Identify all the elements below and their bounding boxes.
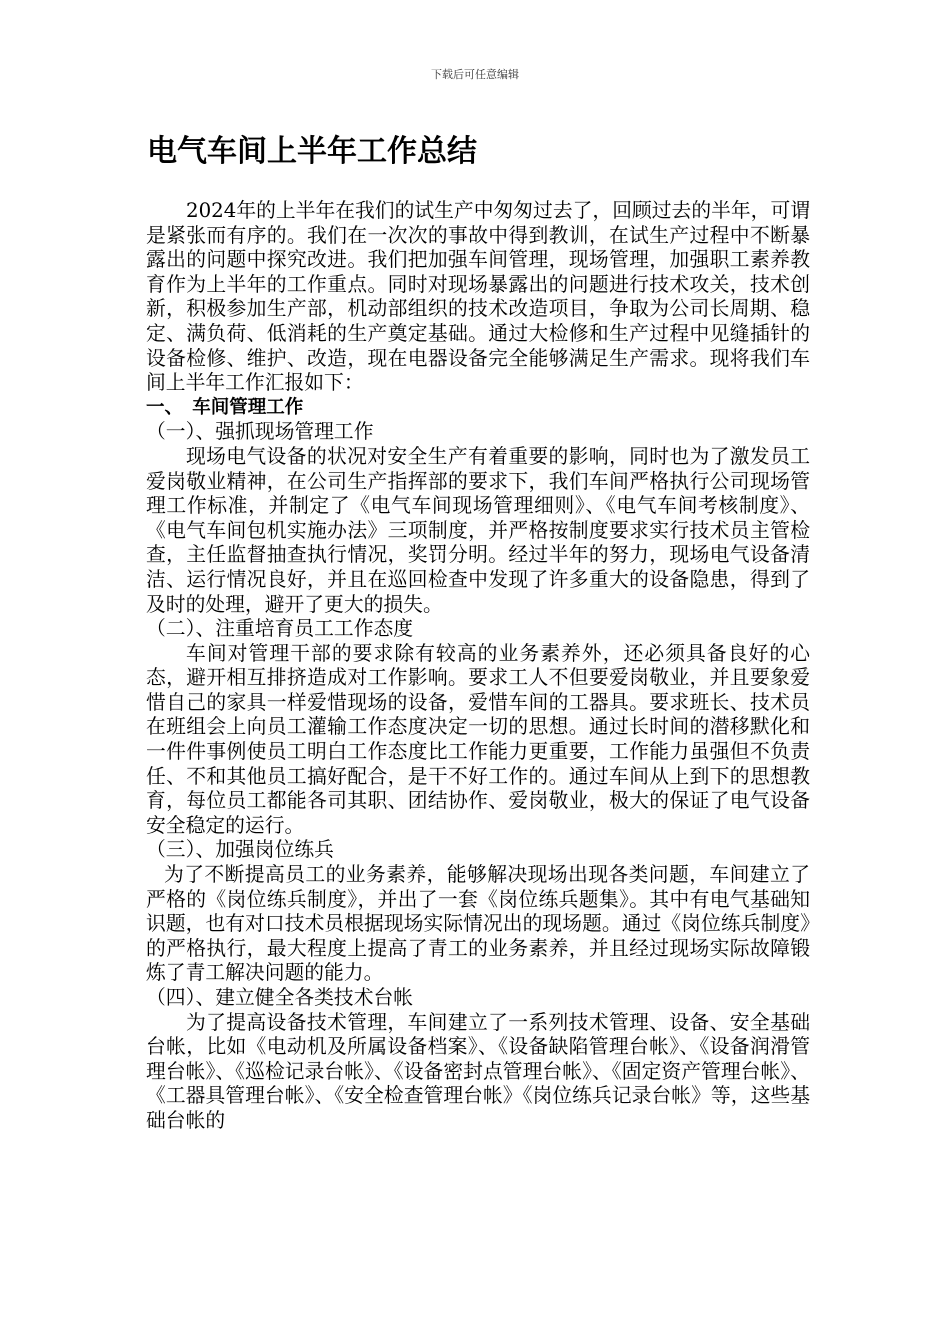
document-body bbox=[146, 199, 810, 1134]
subsection-heading-1: （一）、强抓现场管理工作 bbox=[146, 420, 374, 444]
section-heading-1: 一、 车间管理工作 bbox=[146, 396, 304, 418]
subsection-heading-4: （四）、建立健全各类技术台帐 bbox=[146, 986, 414, 1009]
paragraph-2: 车间对管理干部的要求除有较高的业务素养外，还必须具备良好的心态，避开相互排挤造成对工作影响。要求工人不但要爱岗敬业，并且要象爱惜自己的家具一样爱惜现场的设备，爱惜车间的工器具。要求班长、技术员在班组会上向员工灌输工作态度决定一切的思想。通过长时间的潜移默化和一件件事例使员工明白工作态度比工作能力更重要，工作能力虽强但不负责任、不和其他员工搞好配合，是干不好工作的。通过车间从上到下的思想教育，每位员工都能各司其职、团结协作、爱岗敬业，极大的保证了电气设备安全稳定的运行。 bbox=[146, 641, 810, 837]
paragraph-1: 现场电气设备的状况对安全生产有着重要的影响，同时也为了激发员工爱岗敬业精神，在公司生产指挥部的要求下，我们车间严格执行公司现场管理工作标准，并制定了《电气车间现场管理细则》、《电气车间考核制度》、《电气车间包机实施办法》三项制度，并严格按制度要求实行技术员主管检查，主任监督抽查执行情况，奖罚分明。经过半年的努力，现场电气设备清洁、运行情况良好，并且在巡回检查中发现了许多重大的设备隐患，得到了及时的处理，避开了更大的损失。 bbox=[146, 444, 810, 616]
page-title: 电气车间上半年工作总结 bbox=[147, 134, 477, 169]
paragraph-3: 为了不断提高员工的业务素养，能够解决现场出现各类问题，车间建立了严格的《岗位练兵制度》，并出了一套《岗位练兵题集》。其中有电气基础知识题，也有对口技术员根据现场实际情况出的现场题。通过《岗位练兵制度》的严格执行，最大程度上提高了青工的业务素养，并且经过现场实际故障锻炼了青工解决问题的能力。 bbox=[146, 863, 810, 985]
intro-paragraph: 2024年的上半年在我们的试生产中匆匆过去了，回顾过去的半年，可谓是紧张而有序的。我们在一次次的事故中得到教训，在试生产过程中不断暴露出的问题中探究改进。我们把加强车间管理，现场管理，加强职工素养教育作为上半年的工作重点。同时对现场暴露出的问题进行技术攻关，技术创新，积极参加生产部，机动部组织的技术改造项目，争取为公司长周期、稳定、满负荷、低消耗的生产奠定基础。通过大检修和生产过程中见缝插针的设备检修、维护、改造，现在电器设备完全能够满足生产需求。现将我们车间上半年工作汇报如下： bbox=[146, 199, 811, 395]
subsection-heading-2: （二）、注重培育员工工作态度 bbox=[146, 617, 414, 641]
header-note: 下载后可任意编辑 bbox=[431, 68, 519, 81]
paragraph-4: 为了提高设备技术管理，车间建立了一系列技术管理、设备、安全基础台帐，比如《电动机及所属设备档案》、《设备缺陷管理台帐》、《设备润滑管理台帐》、《巡检记录台帐》、《设备密封点管理台帐》、《固定资产管理台帐》、《工器具管理台帐》、《安全检查管理台帐》《岗位练兵记录台帐》等，这些基础台帐的 bbox=[146, 1010, 810, 1132]
subsection-heading-3: （三）、加强岗位练兵 bbox=[146, 838, 334, 862]
